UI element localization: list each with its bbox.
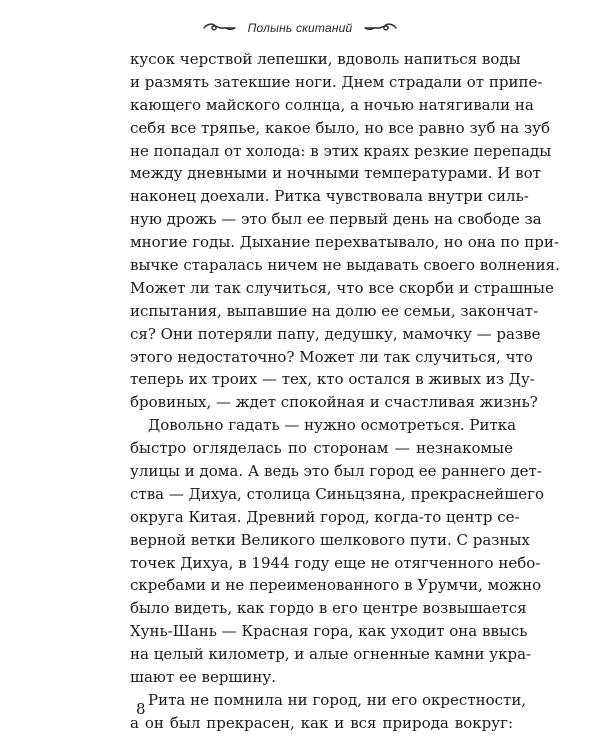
text-line: а он был прекрасен, как и вся природа вокруг: xyxy=(130,713,513,732)
text-line: на целый километр, и алые огненные камни укра- xyxy=(130,645,532,664)
text-line: шают ее вершину. xyxy=(130,668,276,687)
page-number: 8 xyxy=(136,700,146,718)
text-line: вычке старалась ничем не выдавать своего волнения. xyxy=(130,256,560,275)
text-line: наконец доехали. Ритка чувствовала внутри силь- xyxy=(130,187,529,206)
text-line: не попадал от холода: в этих краях резкие перепады xyxy=(130,141,552,160)
text-line: ся? Они потеряли папу, дедушку, мамочку — разве xyxy=(130,324,541,343)
text-line: округа Китая. Древний город, когда-то центр се- xyxy=(130,507,520,526)
swirl-ornament-left-icon xyxy=(202,22,236,34)
text-line: Хунь-Шань — Красная гора, как уходит она ввысь xyxy=(130,622,528,641)
text-line: себя все тряпье, какое было, но все равно зуб на зуб xyxy=(130,118,551,137)
text-line: улицы и дома. А ведь это был город ее раннего дет- xyxy=(130,462,542,481)
text-line: между дневными и ночными температурами. И вот xyxy=(130,164,541,183)
text-line: было видеть, как гордо в его центре возвышается xyxy=(130,599,527,618)
text-line: Рита не помнила ни город, ни его окрестности, xyxy=(148,690,527,709)
text-line: скребами и не переименованного в Урумчи, можно xyxy=(130,576,542,595)
text-line: точек Дихуа, в 1944 году еще не отягченного небо- xyxy=(130,553,541,572)
text-line: быстро огляделась по сторонам — незнакомые xyxy=(130,439,513,458)
text-line: и размять затекшие ноги. Днем страдали от припе- xyxy=(130,72,543,91)
text-line: испытания, выпавшие на долю ее семьи, закончат- xyxy=(130,301,539,320)
text-line: верной ветки Великого шелкового пути. С разных xyxy=(130,530,530,549)
swirl-ornament-right-icon xyxy=(364,22,398,34)
running-title: Полынь скитаний xyxy=(247,21,353,35)
body-text xyxy=(130,48,560,735)
text-line: ную дрожь — это был ее первый день на свободе за xyxy=(130,210,542,229)
text-line: кающего майского солнца, а ночью натягивали на xyxy=(130,95,534,114)
text-line: теперь их троих — тех, кто остался в живых из Ду- xyxy=(130,370,535,389)
running-header xyxy=(0,18,600,38)
text-line: кусок черствой лепешки, вдоволь напиться воды xyxy=(130,50,521,68)
text-line: Довольно гадать — нужно осмотреться. Ритка xyxy=(148,416,517,435)
text-line: многие годы. Дыхание перехватывало, но она по при- xyxy=(130,233,559,252)
text-line: ства — Дихуа, столица Синьцзяна, прекраснейшего xyxy=(130,484,544,503)
text-line: бровиных, — ждет спокойная и счастливая жизнь? xyxy=(130,393,538,412)
text-line: этого недостаточно? Может ли так случиться, что xyxy=(130,347,533,366)
text-line: Может ли так случиться, что все скорби и страшные xyxy=(130,278,554,297)
